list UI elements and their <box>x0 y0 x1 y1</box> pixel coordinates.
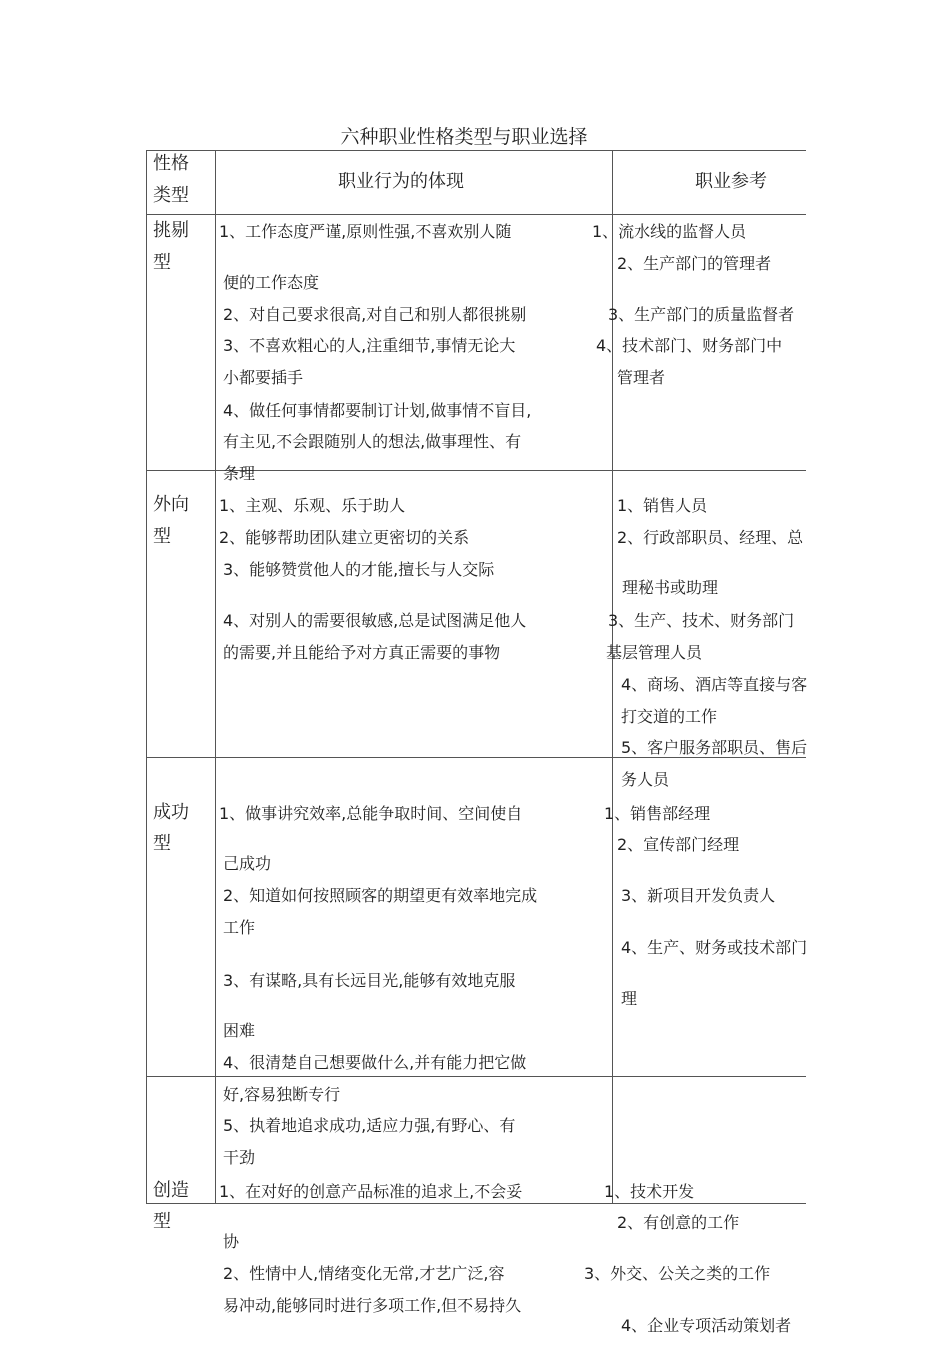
type-label-line2: 型 <box>153 833 171 854</box>
reference-line: 4、技术部门、财务部门中 <box>596 336 783 355</box>
column-divider-1 <box>215 150 216 1204</box>
reference-line: 管理者 <box>617 368 666 387</box>
behavior-line: 3、有谋略,具有长远目光,能够有效地克服 <box>223 971 516 990</box>
reference-line: 2、有创意的工作 <box>617 1213 740 1232</box>
row-divider-4 <box>146 1203 806 1204</box>
reference-line: 打交道的工作 <box>621 707 718 726</box>
behavior-line: 1、做事讲究效率,总能争取时间、空间使自 <box>219 804 523 823</box>
type-label-line1: 成功 <box>153 802 189 823</box>
behavior-line: 3、不喜欢粗心的人,注重细节,事情无论大 <box>223 336 516 355</box>
behavior-line: 2、对自己要求很高,对自己和别人都很挑剔 <box>223 305 527 324</box>
reference-line: 2、生产部门的管理者 <box>617 254 772 273</box>
reference-line: 3、生产部门的质量监督者 <box>608 305 795 324</box>
behavior-line: 4、很清楚自己想要做什么,并有能力把它做 <box>223 1053 527 1072</box>
header-behavior: 职业行为的体现 <box>338 171 464 192</box>
header-reference: 职业参考 <box>695 171 767 192</box>
behavior-line: 困难 <box>223 1021 256 1040</box>
reference-line: 3、生产、技术、财务部门 <box>608 611 795 630</box>
behavior-line: 有主见,不会跟随别人的想法,做事理性、有 <box>223 432 522 451</box>
behavior-line: 便的工作态度 <box>223 273 320 292</box>
row-divider-3 <box>146 1076 806 1077</box>
reference-line: 理 <box>621 989 638 1008</box>
behavior-line: 2、性情中人,情绪变化无常,才艺广泛,容 <box>223 1264 505 1283</box>
reference-line: 3、新项目开发负责人 <box>621 886 776 905</box>
type-label-line2: 型 <box>153 252 171 273</box>
reference-line: 1、技术开发 <box>604 1182 695 1201</box>
table-border-left <box>146 150 147 1204</box>
behavior-line: 5、执着地追求成功,适应力强,有野心、有 <box>223 1116 516 1135</box>
behavior-line: 4、做任何事情都要制订计划,做事情不盲目, <box>223 401 532 420</box>
type-label-line1: 外向 <box>153 494 189 515</box>
reference-line: 1、销售人员 <box>617 496 708 515</box>
behavior-line: 己成功 <box>223 854 272 873</box>
header-type-line2: 类型 <box>153 185 189 206</box>
reference-line: 4、企业专项活动策划者 <box>621 1316 792 1335</box>
header-divider <box>146 214 806 215</box>
reference-line: 4、商场、酒店等直接与客 <box>621 675 808 694</box>
behavior-line: 4、对别人的需要很敏感,总是试图满足他人 <box>223 611 527 630</box>
behavior-line: 3、能够赞赏他人的才能,擅长与人交际 <box>223 560 495 579</box>
behavior-line: 干劲 <box>223 1148 256 1167</box>
reference-line: 2、行政部职员、经理、总 <box>617 528 804 547</box>
reference-line: 基层管理人员 <box>606 643 703 662</box>
reference-line: 2、宣传部门经理 <box>617 835 740 854</box>
behavior-line: 2、能够帮助团队建立更密切的关系 <box>219 528 470 547</box>
type-label-line2: 型 <box>153 1211 171 1232</box>
behavior-line: 协 <box>223 1232 240 1251</box>
behavior-line: 1、在对好的创意产品标准的追求上,不会妥 <box>219 1182 523 1201</box>
behavior-line: 的需要,并且能给予对方真正需要的事物 <box>223 643 501 662</box>
reference-line: 理秘书或助理 <box>622 578 719 597</box>
document-title: 六种职业性格类型与职业选择 <box>340 126 588 148</box>
behavior-line: 好,容易独断专行 <box>223 1085 341 1104</box>
reference-line: 5、客户服务部职员、售后 <box>621 738 808 757</box>
type-label-line1: 创造 <box>153 1180 189 1201</box>
behavior-line: 1、工作态度严谨,原则性强,不喜欢别人随 <box>219 222 512 241</box>
type-label-line1: 挑剔 <box>153 220 189 241</box>
reference-line: 1、流水线的监督人员 <box>592 222 747 241</box>
header-type-line1: 性格 <box>153 153 189 174</box>
reference-line: 4、生产、财务或技术部门 <box>621 938 808 957</box>
type-label-line2: 型 <box>153 526 171 547</box>
behavior-line: 易冲动,能够同时进行多项工作,但不易持久 <box>223 1296 522 1315</box>
reference-line: 务人员 <box>621 770 670 789</box>
behavior-line: 条理 <box>223 464 256 483</box>
table-border-top <box>146 150 806 151</box>
behavior-line: 小都要插手 <box>223 368 304 387</box>
behavior-line: 工作 <box>223 918 256 937</box>
behavior-line: 1、主观、乐观、乐于助人 <box>219 496 406 515</box>
behavior-line: 2、知道如何按照顾客的期望更有效率地完成 <box>223 886 538 905</box>
reference-line: 3、外交、公关之类的工作 <box>584 1264 771 1283</box>
reference-line: 1、销售部经理 <box>604 804 711 823</box>
